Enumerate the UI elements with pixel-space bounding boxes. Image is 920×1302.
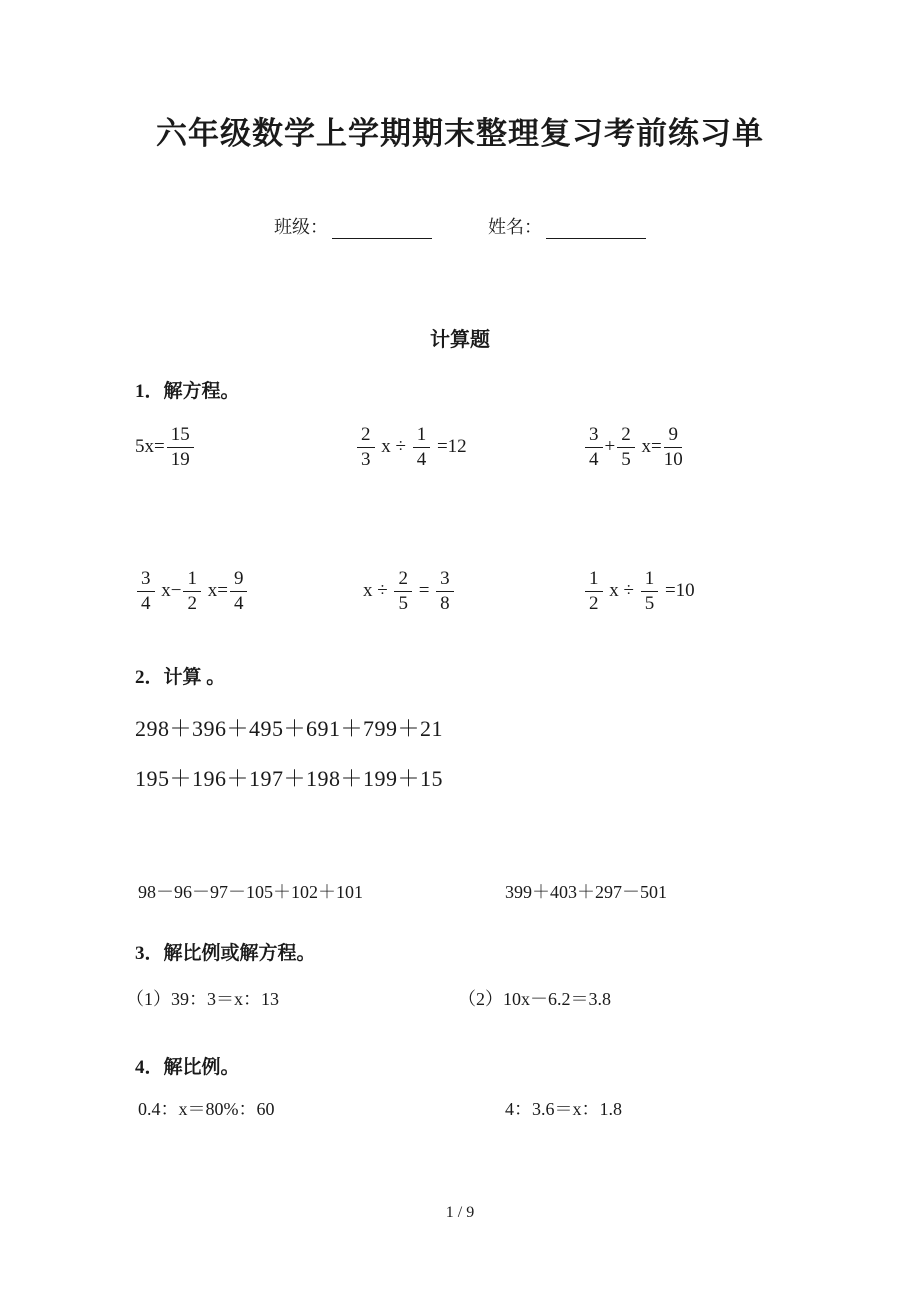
name-blank-line [546, 218, 646, 239]
fraction: $\frac{2}{5}$ [617, 424, 635, 471]
proportion-item-4: 4：3.6＝x：1.8 [505, 1099, 622, 1119]
problem-4-label: 4．解比例。 [135, 1057, 240, 1078]
proportion-item-1: （1）39：3＝x：13 [126, 989, 279, 1009]
equation-text: x= [636, 436, 662, 458]
equation-text: x ÷ [363, 580, 393, 602]
fraction: $\frac{3}{4}$ [585, 424, 603, 471]
equation-3 [583, 424, 685, 471]
calc-expression-4: 399＋403＋297－501 [505, 882, 667, 902]
equation-text: x ÷ [376, 436, 411, 458]
class-label: 班级： [274, 217, 328, 237]
problem-1-label: 1．解方程。 [135, 381, 240, 402]
fraction: $\frac{1}{2}$ [183, 568, 201, 615]
equation-text: x− [156, 580, 182, 602]
calc-expression-1: 298＋396＋495＋691＋799＋21 [135, 716, 444, 741]
equation-2 [355, 424, 467, 471]
name-label: 姓名： [488, 217, 542, 237]
equation-text: =10 [660, 580, 695, 602]
fraction: $\frac{1}{4}$ [413, 424, 431, 471]
fraction: $\frac{3}{8}$ [436, 568, 454, 615]
fraction: $\frac{2}{5}$ [394, 568, 412, 615]
equation-text: x= [202, 580, 228, 602]
equation-text: x ÷ [604, 580, 639, 602]
fraction: $\frac{1}{5}$ [641, 568, 659, 615]
equation-6 [583, 568, 695, 615]
equation-text: + [604, 436, 616, 458]
problem-2-label: 2．计算 。 [135, 667, 226, 688]
equation-text: = [413, 580, 435, 602]
name-field [488, 213, 646, 239]
equation-text: 5x= [135, 436, 165, 458]
equation-5 [363, 568, 456, 615]
fraction: $\frac{2}{3}$ [357, 424, 375, 471]
fraction: $\frac{9}{4}$ [230, 568, 248, 615]
fraction: $\frac{1}{2}$ [585, 568, 603, 615]
equation-1 [135, 424, 196, 471]
fraction: $\frac{9}{10}$ [663, 424, 683, 470]
equation-4 [135, 568, 249, 615]
class-field [274, 213, 432, 239]
page-title: 六年级数学上学期期末整理复习考前练习单 [156, 116, 764, 151]
calc-expression-2: 195＋196＋197＋198＋199＋15 [135, 766, 444, 791]
calc-expression-3: 98－96－97－105＋102＋101 [138, 882, 363, 902]
class-blank-line [332, 218, 432, 239]
fraction: $\frac{3}{4}$ [137, 568, 155, 615]
page-number: 1 / 9 [445, 1204, 475, 1221]
equation-text: =12 [432, 436, 467, 458]
proportion-item-3: 0.4：x＝80%：60 [138, 1099, 275, 1119]
problem-3-label: 3．解比例或解方程。 [135, 943, 316, 964]
fraction: $\frac{15}{19}$ [167, 424, 194, 471]
student-info-row [0, 213, 920, 239]
proportion-item-2: （2）10x－6.2＝3.8 [458, 989, 611, 1009]
section-heading: 计算题 [430, 329, 490, 351]
